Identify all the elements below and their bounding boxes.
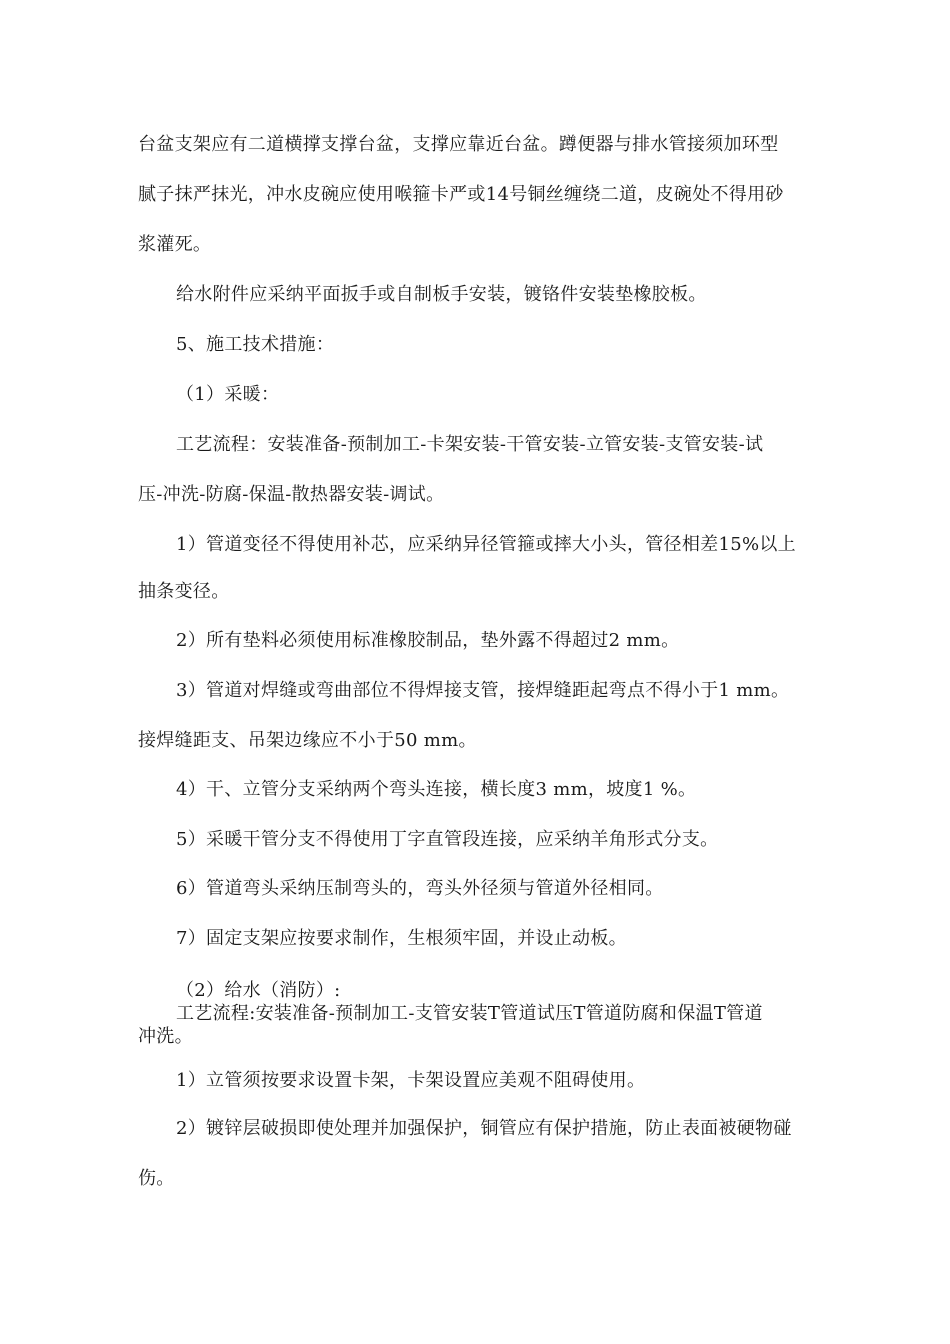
text-line: 腻子抹严抹光，冲水皮碗应使用喉箍卡严或14号铜丝缠绕二道，皮碗处不得用砂 bbox=[138, 184, 784, 205]
text-line: 3）管道对焊缝或弯曲部位不得焊接支管，接焊缝距起弯点不得小于1 mm。 bbox=[176, 680, 790, 701]
text-line: 压-冲洗-防腐-保温-散热器安装-调试。 bbox=[138, 484, 445, 505]
text-line: 1）管道变径不得使用补芯，应采纳异径管箍或摔大小头，管径相差15%以上 bbox=[176, 534, 796, 555]
text-line: 工艺流程:安装准备-预制加工-支管安装T管道试压T管道防腐和保温T管道 bbox=[176, 1003, 763, 1024]
text-line: 抽条变径。 bbox=[138, 581, 230, 602]
text-line: 2）所有垫料必须使用标准橡胶制品，垫外露不得超过2 mm。 bbox=[176, 630, 680, 651]
section-heading: 5、施工技术措施： bbox=[176, 334, 335, 355]
text-line: 7）固定支架应按要求制作，生根须牢固，并设止动板。 bbox=[176, 928, 627, 949]
text-line: 浆灌死。 bbox=[138, 234, 212, 255]
subsection-heading: （2）给水（消防）: bbox=[176, 980, 341, 1001]
text-line: 工艺流程：安装准备-预制加工-卡架安装-干管安装-立管安装-支管安装-试 bbox=[176, 434, 764, 455]
text-line: 给水附件应采纳平面扳手或自制板手安装，镀铬件安装垫橡胶板。 bbox=[176, 284, 707, 305]
text-line: 接焊缝距支、吊架边缘应不小于50 mm。 bbox=[138, 730, 477, 751]
text-line: 台盆支架应有二道横撑支撑台盆，支撑应靠近台盆。蹲便器与排水管接须加环型 bbox=[138, 134, 779, 155]
subsection-heading: （1）采暖： bbox=[176, 384, 280, 405]
text-line: 4）干、立管分支采纳两个弯头连接，横长度3 mm，坡度1 %。 bbox=[176, 779, 697, 800]
text-line: 6）管道弯头采纳压制弯头的，弯头外径须与管道外径相同。 bbox=[176, 878, 664, 899]
text-line: 伤。 bbox=[138, 1168, 175, 1189]
text-line: 5）采暖干管分支不得使用丁字直管段连接，应采纳羊角形式分支。 bbox=[176, 829, 719, 850]
text-line: 2）镀锌层破损即使处理并加强保护，铜管应有保护措施，防止表面被硬物碰 bbox=[176, 1118, 792, 1139]
text-line: 1）立管须按要求设置卡架，卡架设置应美观不阻碍使用。 bbox=[176, 1070, 646, 1091]
text-line: 冲洗。 bbox=[138, 1026, 193, 1047]
